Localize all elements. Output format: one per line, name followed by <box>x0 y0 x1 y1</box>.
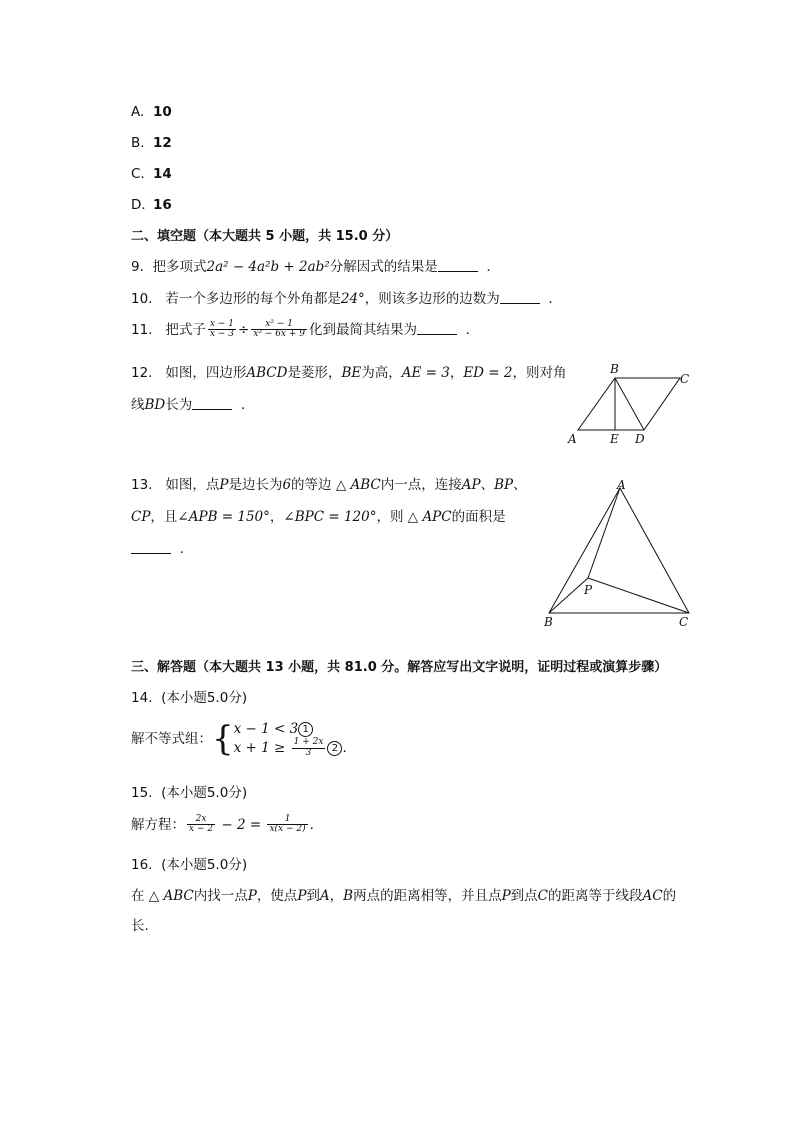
segment-cp <box>588 578 689 613</box>
question-16-line2: 长. <box>131 918 149 934</box>
question-10: 10. 若一个多边形的每个外角都是24°，则该多边形的边数为 . <box>131 291 553 307</box>
label-c: C <box>679 615 689 629</box>
segment-bp <box>549 578 588 613</box>
section3-title: 三、解答题（本大题共 13 小题，共 81.0 分。解答应写出文字说明，证明过程或演算步骤） <box>131 660 668 675</box>
fraction: $\frac{1}{x(x - 2)}$ <box>269 814 306 835</box>
section2-title: 二、填空题（本大题共 5 小题，共 15.0 分） <box>131 229 399 244</box>
question-16-line1: 在 △ ABC内找一点P，使点P到A，B两点的距离相等，并且点P到点C的距离等于线段AC的 <box>131 888 677 904</box>
question-13-line1: 13. 如图，点P是边长为6的等边 △ ABC内一点，连接AP、BP、 <box>131 477 527 493</box>
brace: { <box>212 719 234 760</box>
option-a: A. 10 <box>131 104 172 120</box>
question-13-line3: . <box>131 541 184 557</box>
label-e: E <box>610 432 619 446</box>
option-d: D. 16 <box>131 197 172 213</box>
question-11: 11. 把式子 $\frac{x - 1}{x - 3}$ ÷ $\frac{\text{x² − 1}}{\text{x² − 6x + 9}}$ 化到最简其结果为 . <box>131 319 470 340</box>
answer-blank <box>131 541 171 554</box>
inequality-system: x − 1 < 3 1 x + 1 ≥ $\frac{1 + 2x}{3}$ 2 . <box>233 721 347 758</box>
label-c: C <box>680 372 690 386</box>
label-a: A <box>568 432 577 446</box>
fraction: $\frac{\text{x² − 1}}{\text{x² − 6x + 9}}$ <box>253 319 305 340</box>
fraction: $\frac{x - 1}{x - 3}$ <box>209 319 234 340</box>
question-9: 9. 把多项式2a² − 4a²b + 2ab²分解因式的结果是 . <box>131 259 491 275</box>
question-14-body: 解不等式组：{x − 1 < 3 1 x + 1 ≥ $\frac{1 + 2x}{3}$ 2 . <box>131 719 347 760</box>
answer-blank <box>438 259 478 272</box>
answer-blank <box>417 322 457 335</box>
question-16-header: 16. (本小题5.0分) <box>131 857 248 873</box>
question-15-body: 解方程： $\frac{2x}{x - 2}$ − 2 = $\frac{1}{x(x - 2)}$ . <box>131 814 314 835</box>
label-a: A <box>617 478 626 492</box>
question-15-header: 15. (本小题5.0分) <box>131 785 248 801</box>
segment-ap <box>588 488 620 578</box>
answer-blank <box>500 291 540 304</box>
option-b: B. 12 <box>131 135 172 151</box>
question-13-line2: CP，且∠APB = 150°，∠BPC = 120°，则 △ APC的面积是 <box>131 509 506 525</box>
label-d: D <box>635 432 645 446</box>
label-p: P <box>584 583 593 597</box>
question-14-header: 14. (本小题5.0分) <box>131 690 248 706</box>
question-12-line2: 线BD长为 . <box>131 397 246 413</box>
label-b: B <box>610 362 619 376</box>
triangle-figure <box>538 476 698 636</box>
question-12-line1: 12. 如图，四边形ABCD是菱形，BE为高，AE = 3，ED = 2，则对角 <box>131 365 567 381</box>
answer-blank <box>192 397 232 410</box>
label-b: B <box>544 615 553 629</box>
rhombus-figure <box>560 358 700 450</box>
option-c: C. 14 <box>131 166 172 182</box>
diagonal-bd <box>615 378 644 430</box>
fraction: $\frac{2x}{x - 2}$ <box>189 814 214 835</box>
fraction: $\frac{1 + 2x}{3}$ <box>293 737 324 758</box>
